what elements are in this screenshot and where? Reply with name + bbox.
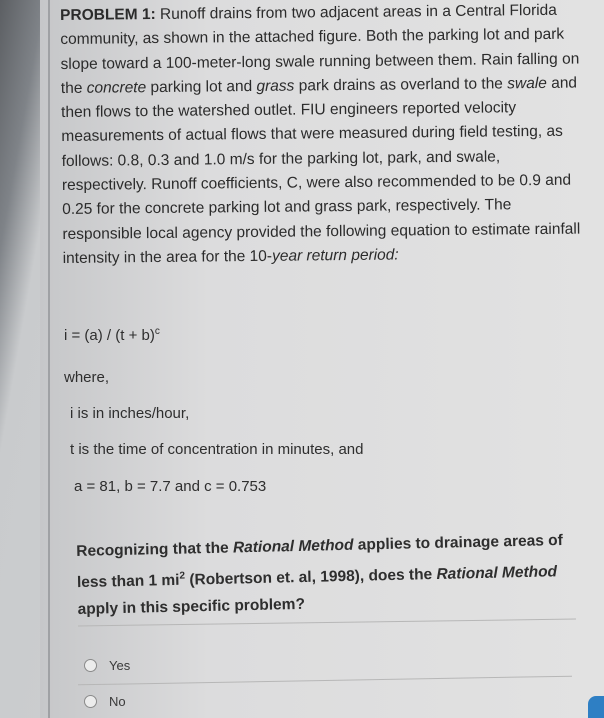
grass-term: grass — [256, 77, 295, 95]
rational-method-term-1: Rational Method — [232, 536, 354, 557]
problem-label: PROBLEM 1: — [60, 5, 156, 24]
question-part-1: Recognizing that the — [76, 539, 234, 560]
return-period: year return period: — [271, 246, 399, 265]
corner-tab — [588, 696, 604, 718]
problem-text-4: and then flows to the watershed outlet. FIU engineers reported velocity measurements of actual flows that were measured during field testing, as follows: 0.8, 0.3 and 1.0 m/s for the parking lot, park, and swale, respectively. Runoff coefficients, C, were also recommended to be 0.9 and 0.25 for the concrete parking lot and grass park, respectively. The responsible local agency provided the following equation to estimate rainfall intensity in the area for the 10- — [61, 74, 581, 267]
concrete-term: concrete — [86, 78, 147, 97]
problem-text-3: park drains as overland to the — [294, 75, 508, 95]
definition-constants: a = 81, b = 7.7 and c = 0.753 — [74, 478, 267, 495]
swale-term: swale — [507, 74, 547, 93]
problem-text-2: parking lot and — [146, 77, 257, 96]
no-label: No — [109, 694, 126, 709]
page-left-border — [48, 0, 50, 718]
definition-i: i is in inches/hour, — [70, 405, 190, 422]
where-label: where, — [64, 369, 110, 386]
option-no[interactable] — [84, 694, 126, 709]
question-superscript: 2 — [179, 570, 186, 582]
question-part-2: applies to drainage areas of less than 1 mi — [76, 531, 563, 592]
formula-text: i = (a) / (t + b) — [64, 327, 155, 344]
problem-statement — [60, 0, 583, 271]
yes-radio-button[interactable] — [84, 659, 97, 672]
rational-method-term-2: Rational Method — [436, 563, 558, 583]
no-radio-button[interactable] — [84, 695, 97, 708]
question-text — [76, 527, 568, 623]
option-yes[interactable] — [84, 658, 130, 673]
question-part-4: apply in this specific problem? — [77, 595, 306, 619]
question-part-3: (Robertson et. al, 1998), does the — [184, 565, 437, 589]
formula-exponent: c — [154, 326, 160, 337]
definition-t: t is the time of concentration in minutes, and — [70, 441, 364, 458]
yes-label: Yes — [109, 658, 131, 673]
problem-text-1: Runoff drains from two adjacent areas in a Central Florida community, as shown in the attached figure. Both the parking lot and park slope toward a 100-meter-long swale running between them. Rain falling on the — [60, 1, 580, 97]
intensity-formula — [64, 326, 160, 344]
